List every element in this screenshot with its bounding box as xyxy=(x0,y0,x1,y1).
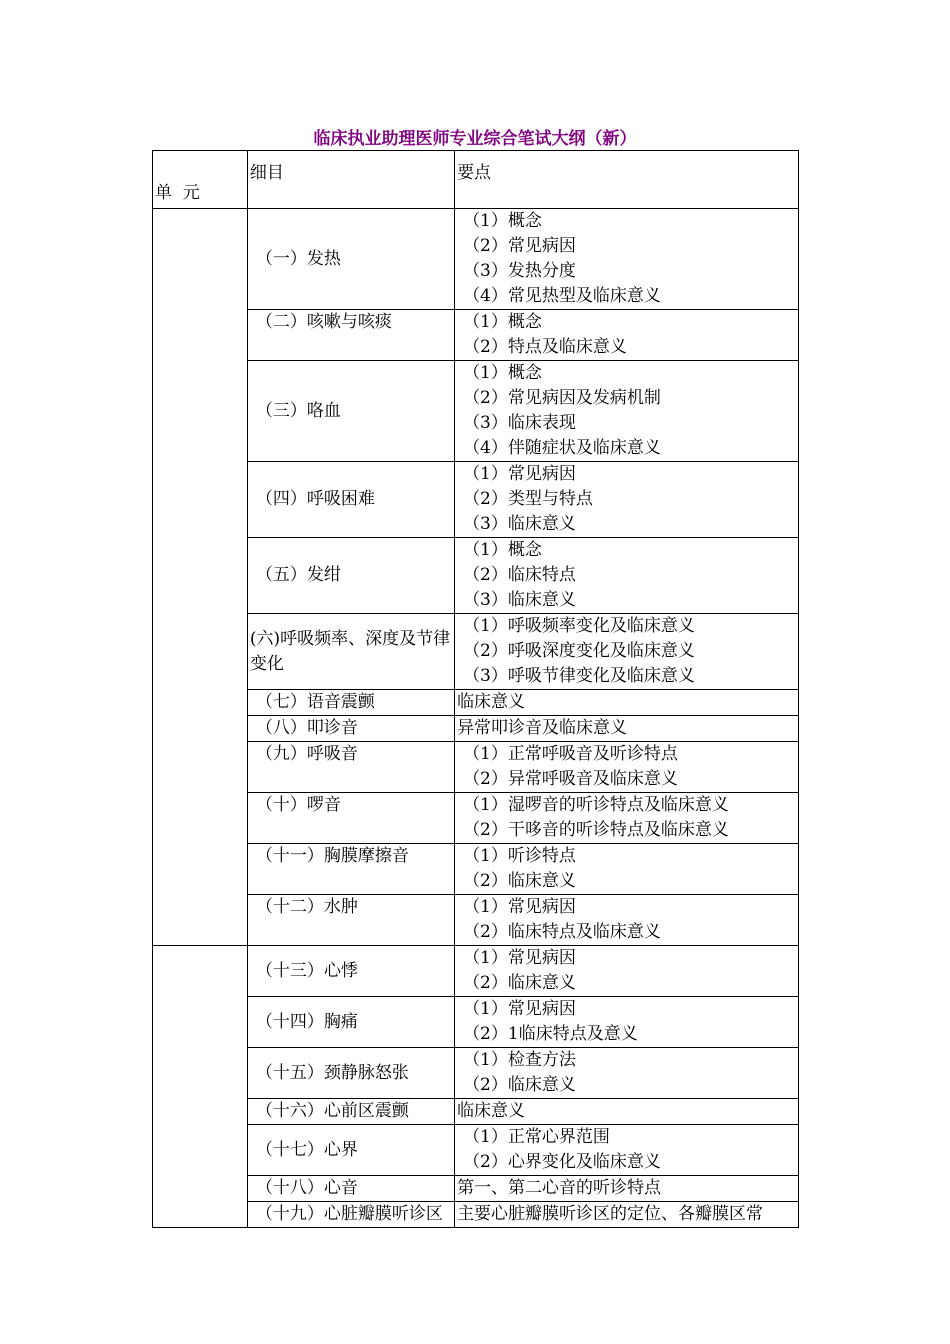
detail-cell: （二）咳嗽与咳痰 xyxy=(247,310,454,361)
table-row xyxy=(153,1048,799,1099)
point-item: （1）概念 xyxy=(463,211,542,231)
table-row xyxy=(153,716,799,742)
point-item: （2）干哆音的听诊特点及临床意义 xyxy=(463,820,729,840)
points-cell xyxy=(455,1125,799,1176)
table-row xyxy=(153,361,799,462)
points-cell xyxy=(455,462,799,538)
point-item: （3）临床表现 xyxy=(463,413,576,433)
table-row xyxy=(153,614,799,690)
point-item: （1）呼吸频率变化及临床意义 xyxy=(463,616,695,636)
header-detail: 细目 xyxy=(247,151,454,209)
point-item: （1）常见病因 xyxy=(463,897,576,917)
points-cell xyxy=(455,1048,799,1099)
points-cell xyxy=(455,1176,799,1202)
table-header-row xyxy=(153,151,799,209)
point-item: （3）呼吸节律变化及临床意义 xyxy=(463,666,695,686)
table-row xyxy=(153,690,799,716)
unit-cell xyxy=(153,209,248,946)
page-title: 临床执业助理医师专业综合笔试大纲（新） xyxy=(313,129,637,149)
points-cell xyxy=(455,997,799,1048)
point-item: （2）呼吸深度变化及临床意义 xyxy=(463,641,695,661)
detail-cell: （十三）心悸 xyxy=(247,946,454,997)
point-item: （4）常见热型及临床意义 xyxy=(463,286,661,306)
points-cell xyxy=(455,1202,799,1228)
detail-cell: （四）呼吸困难 xyxy=(247,462,454,538)
syllabus-table xyxy=(152,150,799,1228)
point-item: （2）临床意义 xyxy=(463,973,576,993)
table-row xyxy=(153,1099,799,1125)
detail-cell: （八）叩诊音 xyxy=(247,716,454,742)
table-row xyxy=(153,793,799,844)
table-row xyxy=(153,1202,799,1228)
points-cell xyxy=(455,895,799,946)
header-points: 要点 xyxy=(455,151,799,209)
points-cell xyxy=(455,716,799,742)
point-item: （2）特点及临床意义 xyxy=(463,337,627,357)
table-row xyxy=(153,462,799,538)
table-row xyxy=(153,844,799,895)
point-item: 临床意义 xyxy=(457,1101,526,1121)
detail-cell: (六)呼吸频率、深度及节律变化 xyxy=(247,614,454,690)
points-cell xyxy=(455,1099,799,1125)
points-cell xyxy=(455,361,799,462)
point-item: （1）概念 xyxy=(463,540,542,560)
point-item: （4）伴随症状及临床意义 xyxy=(463,438,661,458)
point-item: （2）临床意义 xyxy=(463,871,576,891)
detail-cell: （十五）颈静脉怒张 xyxy=(247,1048,454,1099)
point-item: （3）发热分度 xyxy=(463,261,576,281)
point-item: （1）湿啰音的听诊特点及临床意义 xyxy=(463,795,729,815)
table-row xyxy=(153,1176,799,1202)
detail-cell: （十）啰音 xyxy=(247,793,454,844)
detail-cell: （十八）心音 xyxy=(247,1176,454,1202)
point-item: （3）临床意义 xyxy=(463,590,576,610)
points-cell xyxy=(455,793,799,844)
syllabus-table-body xyxy=(153,151,799,1228)
point-item: 第一、第二心音的听诊特点 xyxy=(457,1178,662,1198)
table-row xyxy=(153,997,799,1048)
point-item: （3）临床意义 xyxy=(463,514,576,534)
points-cell xyxy=(455,946,799,997)
table-row xyxy=(153,742,799,793)
point-item: （1）检查方法 xyxy=(463,1050,576,1070)
point-item: （2）临床特点 xyxy=(463,565,576,585)
point-item: （1）正常呼吸音及听诊特点 xyxy=(463,744,678,764)
table-row xyxy=(153,209,799,310)
table-row xyxy=(153,895,799,946)
points-cell xyxy=(455,844,799,895)
detail-cell: （七）语音震颤 xyxy=(247,690,454,716)
header-unit: 单 元 xyxy=(153,151,248,209)
table-row xyxy=(153,1125,799,1176)
detail-cell: （一）发热 xyxy=(247,209,454,310)
detail-cell: （十四）胸痛 xyxy=(247,997,454,1048)
point-item: （1）常见病因 xyxy=(463,948,576,968)
points-cell xyxy=(455,742,799,793)
point-item: （2）1临床特点及意义 xyxy=(463,1024,638,1044)
points-cell xyxy=(455,614,799,690)
point-item: （1）概念 xyxy=(463,312,542,332)
unit-cell xyxy=(153,946,248,1228)
detail-cell: （十二）水肿 xyxy=(247,895,454,946)
points-cell xyxy=(455,310,799,361)
point-item: 主要心脏瓣膜听诊区的定位、各瓣膜区常 xyxy=(457,1204,764,1224)
detail-cell: （十七）心界 xyxy=(247,1125,454,1176)
point-item: （2）临床特点及临床意义 xyxy=(463,922,661,942)
point-item: （2）异常呼吸音及临床意义 xyxy=(463,769,678,789)
point-item: 临床意义 xyxy=(457,692,526,712)
table-row xyxy=(153,310,799,361)
detail-cell: （九）呼吸音 xyxy=(247,742,454,793)
point-item: （2）心界变化及临床意义 xyxy=(463,1152,661,1172)
detail-cell: （十九）心脏瓣膜听诊区 xyxy=(247,1202,454,1228)
detail-cell: （十一）胸膜摩擦音 xyxy=(247,844,454,895)
point-item: 异常叩诊音及临床意义 xyxy=(457,718,628,738)
point-item: （1）概念 xyxy=(463,363,542,383)
points-cell xyxy=(455,538,799,614)
point-item: （2）常见病因 xyxy=(463,236,576,256)
point-item: （1）常见病因 xyxy=(463,999,576,1019)
point-item: （2）常见病因及发病机制 xyxy=(463,388,661,408)
point-item: （1）常见病因 xyxy=(463,464,576,484)
point-item: （2）类型与特点 xyxy=(463,489,593,509)
point-item: （1）正常心界范围 xyxy=(463,1127,610,1147)
point-item: （1）听诊特点 xyxy=(463,846,576,866)
points-cell xyxy=(455,690,799,716)
detail-cell: （三）咯血 xyxy=(247,361,454,462)
table-row xyxy=(153,946,799,997)
detail-cell: （五）发绀 xyxy=(247,538,454,614)
table-row xyxy=(153,538,799,614)
detail-cell: （十六）心前区震颤 xyxy=(247,1099,454,1125)
point-item: （2）临床意义 xyxy=(463,1075,576,1095)
points-cell xyxy=(455,209,799,310)
